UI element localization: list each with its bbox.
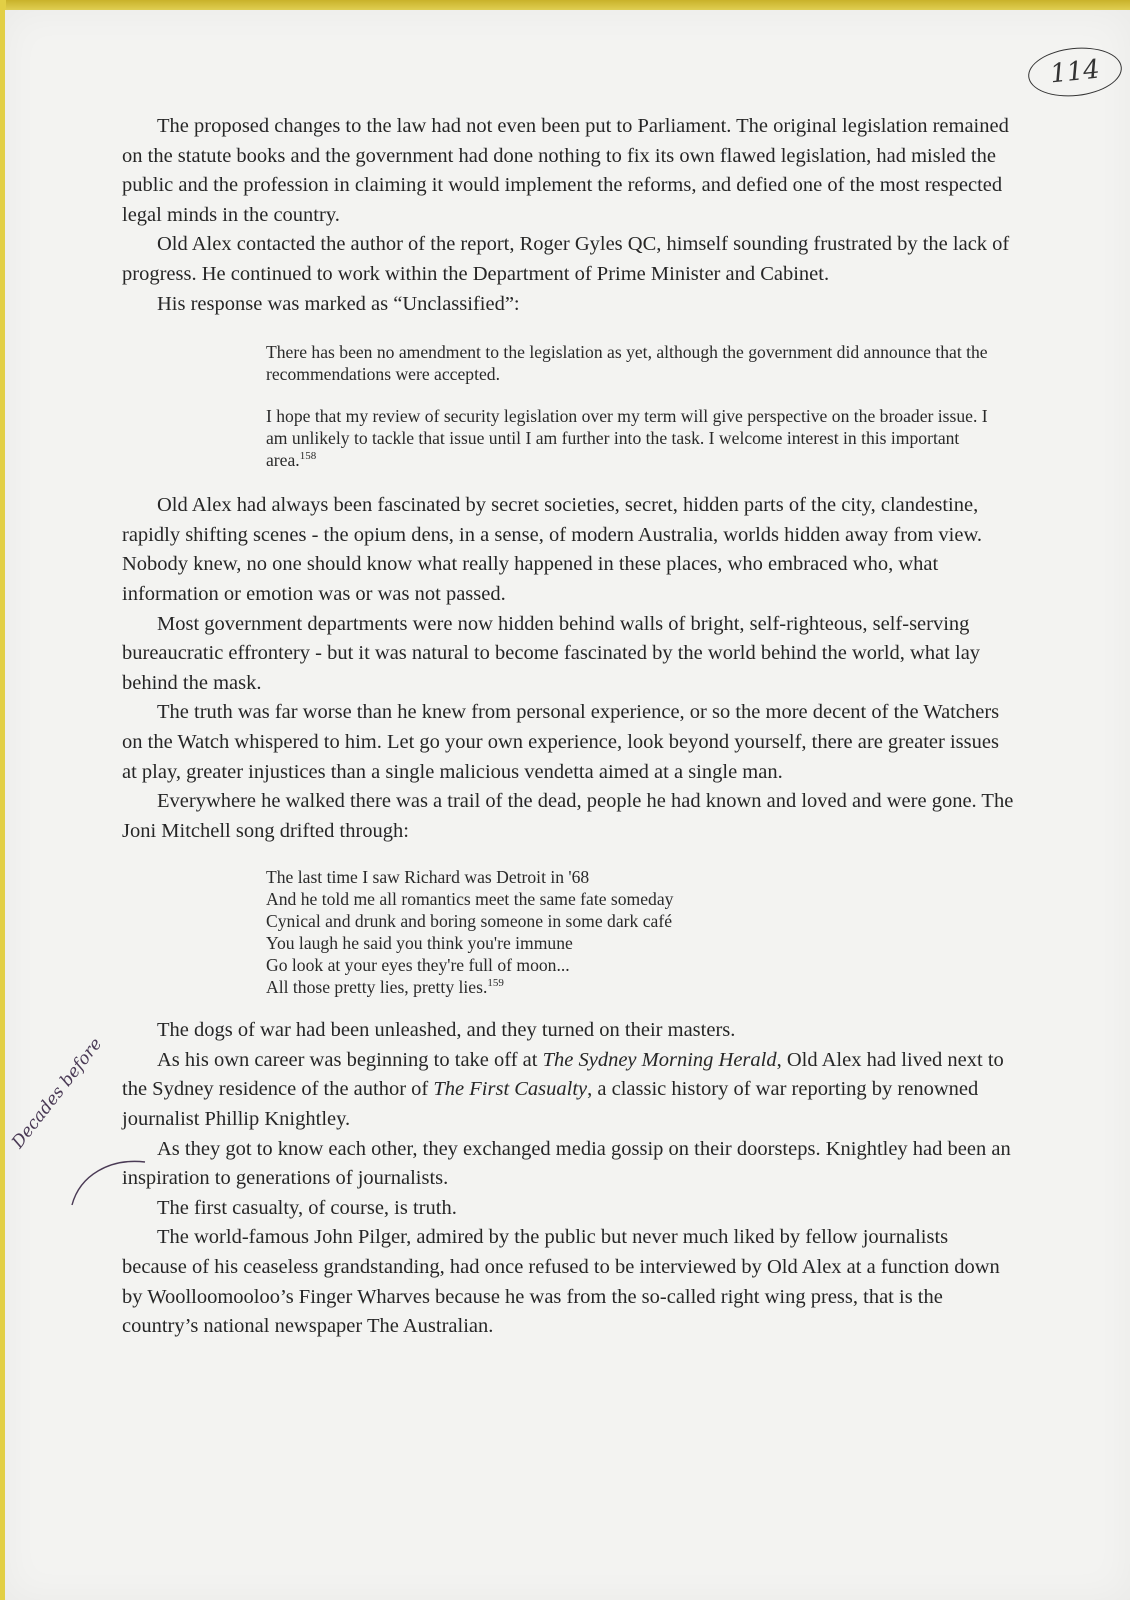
paragraph: The dogs of war had been unleashed, and they turned on their masters. <box>157 1019 736 1042</box>
footnote-marker: 159 <box>487 977 504 990</box>
page-number-circled: 114 <box>1026 43 1125 101</box>
paragraph: The proposed changes to the law had not even been put to Parliament. The original legislation remained on the statute books and the government had done nothing to fix its own flawed legislation, had misled the public and the profession in claiming it would implement the reforms, and defied one of the most respected legal minds in the country. <box>122 115 1009 226</box>
lyric-line: Go look at your eyes they're full of moon... <box>266 955 570 976</box>
paragraph: The first casualty, of course, is truth. <box>157 1196 457 1219</box>
paragraph: Everywhere he walked there was a trail of the dead, people he had known and loved and were gone. The Joni Mitchell song drifted through: <box>122 790 1014 842</box>
footnote-marker: 158 <box>299 450 317 463</box>
paragraph: The truth was far worse than he knew from personal experience, or so the more decent of the Watchers on the Watch whispered to him. Let go your own experience, look beyond yourself, there are greater issues at play, greater injustices than a single malicious vendetta aimed at a single man. <box>122 701 1000 783</box>
lyric-line: The last time I saw Richard was Detroit in '68 <box>266 867 590 888</box>
quote-paragraph: There has been no amendment to the legislation as yet, although the government did announce that the recommendations were accepted. <box>266 342 988 385</box>
lyric-line: And he told me all romantics meet the same fate someday <box>266 889 674 910</box>
lyric-line-last <box>266 976 1001 998</box>
text-run: As his own career was beginning to take off at <box>157 1048 543 1071</box>
paragraph <box>122 1046 1017 1135</box>
quote-text: I hope that my review of security legislation over my term will give perspective on the broader issue. I am unlikely to tackle that issue until I am further into the task. I welcome interest in this important area. <box>266 406 988 471</box>
lyric-line: Cynical and drunk and boring someone in some dark café <box>266 911 673 932</box>
paragraph: Old Alex had always been fascinated by secret societies, secret, hidden parts of the city, clandestine, rapidly shifting scenes - the opium dens, in a sense, of modern Australia, worlds hidden away from view. Nobody knew, no one should know what really happened in these places, who embraced who, what information or emotion was or was not passed. <box>122 494 983 605</box>
song-lyrics <box>266 866 1001 998</box>
paragraph: As they got to know each other, they exchanged media gossip on their doorsteps. Knightley had been an inspiration to generations of journalists. <box>122 1137 1011 1190</box>
handwritten-margin-note: Decades before <box>8 1034 107 1153</box>
lyric-line: You laugh he said you think you're immune <box>266 933 573 954</box>
quote-paragraph <box>266 405 1001 471</box>
text-run: , Old Alex had lived next to the Sydney residence of the author of <box>122 1048 1004 1101</box>
paragraph: Old Alex contacted the author of the report, Roger Gyles QC, himself sounding frustrated by the lack of progress. He continued to work within the Department of Prime Minister and Cabinet. <box>122 233 1010 285</box>
newspaper-title: The Sydney Morning Herald <box>542 1048 777 1071</box>
block-quote <box>266 341 1001 471</box>
book-title: The First Casualty <box>433 1078 588 1101</box>
body-text <box>122 112 1017 1342</box>
paragraph: His response was marked as “Unclassified”: <box>157 292 520 315</box>
handwritten-arc-mark <box>50 1150 160 1230</box>
lyric-text: All those pretty lies, pretty lies. <box>266 977 488 998</box>
paragraph: Most government departments were now hidden behind walls of bright, self-righteous, self-serving bureaucratic effrontery - but it was natural to become fascinated by the world behind the world, what lay behind the mask. <box>122 612 981 694</box>
text-run: , a classic history of war reporting by renowned journalist Phillip Knightley. <box>122 1078 979 1131</box>
paragraph: The world-famous John Pilger, admired by the public but never much liked by fellow journalists because of his ceaseless grandstanding, had once refused to be interviewed by Old Alex at a function down by Woolloomooloo’s Finger Wharves because he was from the so-called right wing press, that is the country’s national newspaper The Australian. <box>122 1226 1000 1338</box>
